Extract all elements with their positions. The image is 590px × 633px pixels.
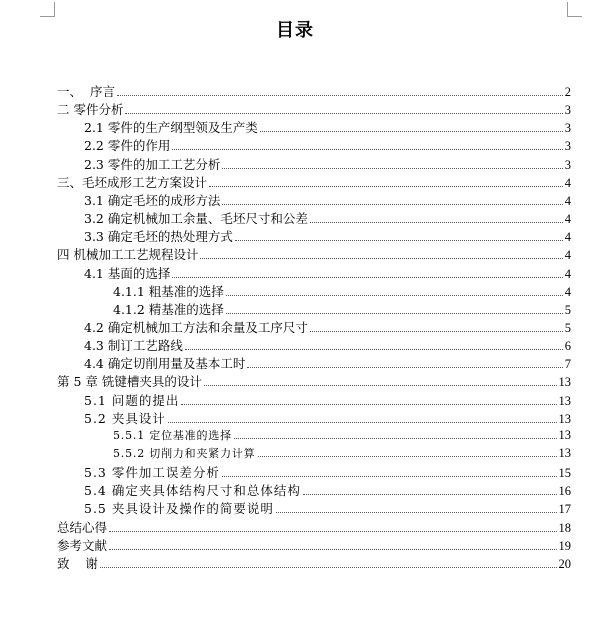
toc-leader-dots [310,211,563,223]
toc-entry[interactable] [113,300,571,317]
toc-entry-page-number: 17 [558,502,571,517]
toc-leader-dots [181,393,556,405]
toc-entry[interactable] [113,445,571,462]
toc-leader-dots [172,266,562,278]
toc-leader-dots [310,320,563,332]
toc-leader-dots [226,284,563,296]
toc-entry-page-number: 6 [564,339,571,354]
toc-entry-label: 一、 序言 [57,84,115,99]
toc-entry[interactable] [84,118,571,135]
toc-entry-label: 第 5 章 铣键槽夹具的设计 [57,374,202,390]
toc-entry-page-number: 3 [564,121,571,136]
toc-entry[interactable] [84,264,571,281]
toc-entry-page-number: 16 [558,484,571,499]
toc-entry-page-number: 4 [564,175,571,190]
toc-entry-page-number: 20 [558,556,571,571]
toc-leader-dots [276,501,557,513]
toc-entry-label: 5.4 确定夹具体结构尺寸和总体结构 [84,483,301,499]
toc-entry-page-number: 5 [564,302,571,317]
toc-entry-page-number: 13 [558,427,571,442]
toc-entry[interactable] [57,536,571,553]
toc-entry-label: 2.1 零件的生产纲型领及生产类 [84,120,258,136]
toc-entry[interactable] [84,463,571,480]
toc-entry-page-number: 3 [564,103,571,118]
toc-entry[interactable] [84,499,571,516]
toc-leader-dots [234,427,557,439]
toc-entry-label: 致 谢 [57,555,98,571]
toc-leader-dots [100,556,557,568]
toc-entry[interactable] [84,209,571,226]
toc-entry-label: 2.3 零件的加工工艺分析 [84,156,221,172]
toc-leader-dots [247,356,562,368]
toc-entry[interactable] [84,318,571,335]
toc-entry[interactable] [84,136,571,153]
toc-leader-dots [109,520,556,532]
toc-entry-page-number: 18 [558,520,571,535]
toc-leader-dots [204,374,557,386]
toc-leader-dots [125,102,562,114]
toc-entry-label: 3.1 确定毛坯的成形方法 [84,192,221,208]
toc-entry-page-number: 13 [558,411,571,426]
toc-entry[interactable] [57,518,571,535]
toc-leader-dots [222,157,562,169]
toc-leader-dots [226,302,563,314]
toc-entry-page-number: 4 [564,248,571,263]
toc-leader-dots [258,445,557,457]
toc-entry-label: 四 机械加工工艺规程设计 [57,247,199,263]
toc-entry[interactable] [113,282,571,299]
toc-entry[interactable] [57,554,571,571]
toc-leader-dots [209,175,563,187]
toc-entry-page-number: 5 [564,320,571,335]
toc-entry-page-number: 15 [558,466,571,481]
toc-leader-dots [222,193,562,205]
toc-entry-label: 二 零件分析 [57,102,124,118]
toc-entry[interactable] [57,372,571,389]
toc-entry-label: 5.5 夹具设计及操作的简要说明 [84,501,274,517]
toc-entry-page-number: 13 [558,375,571,390]
toc-entry-page-number: 4 [564,230,571,245]
toc-leader-dots [185,338,563,350]
toc-entry-label: 4.1.1 粗基准的选择 [113,283,224,299]
toc-entry-page-number: 19 [558,538,571,553]
toc-entry-page-number: 4 [564,284,571,299]
toc-entry-label: 4.1 基面的选择 [84,265,171,281]
toc-entry-page-number: 4 [564,193,571,208]
toc-entry-label: 3.3 确定毛坯的热处理方式 [84,229,233,245]
toc-leader-dots [200,247,562,259]
toc-entry-label: 4.1.2 精基准的选择 [113,301,224,317]
toc-entry-label: 4.3 制订工艺路线 [84,338,183,354]
toc-entry[interactable] [57,173,571,190]
toc-entry[interactable] [57,245,571,262]
toc-entry-label: 3.2 确定机械加工余量、毛坯尺寸和公差 [84,211,308,227]
toc-entry[interactable] [84,391,571,408]
toc-entry-label: 总结心得 [57,519,108,535]
toc-entry[interactable] [84,336,571,353]
toc-leader-dots [168,411,557,423]
margin-corner-mark-right [567,2,582,17]
toc-entry[interactable] [113,427,571,444]
toc-entry-label: 参考文献 [57,537,108,553]
toc-entry[interactable] [57,82,571,99]
toc-entry[interactable] [84,409,571,426]
toc-leader-dots [260,120,563,132]
toc-entry-label: 5.3 零件加工误差分析 [84,465,220,481]
toc-entry-label: 5.2 夹具设计 [84,410,166,426]
toc-entry-page-number: 3 [564,157,571,172]
toc-leader-dots [222,465,557,477]
toc-entry-label: 4.4 确定切削用量及基本工时 [84,356,246,372]
toc-leader-dots [117,84,563,96]
toc-entry[interactable] [84,155,571,172]
margin-corner-mark-left [40,2,55,17]
toc-entry-label: 三、毛坯成形工艺方案设计 [57,174,208,190]
toc-entry-page-number: 7 [564,357,571,372]
toc-entry[interactable] [84,227,571,244]
toc-entry-label: 5.1 问题的提出 [84,392,180,408]
toc-entry[interactable] [84,354,571,371]
toc-entry-label: 4.2 确定机械加工方法和余量及工序尺寸 [84,319,308,335]
toc-entry-page-number: 4 [564,266,571,281]
toc-entry-page-number: 13 [558,393,571,408]
toc-entry[interactable] [84,481,571,498]
toc-entry-label: 5.5.1 定位基准的选择 [113,428,232,442]
toc-entry-page-number: 3 [564,139,571,154]
toc-entry-label: 5.5.2 切削力和夹紧力计算 [113,447,256,460]
toc-leader-dots [303,483,557,495]
page-title: 目录 [276,20,314,41]
toc-entry[interactable] [84,191,571,208]
toc-leader-dots [172,138,562,150]
toc-entry-page-number: 13 [558,446,571,460]
toc-leader-dots [109,538,556,550]
toc-entry-page-number: 2 [564,85,571,99]
toc-entry[interactable] [57,100,571,117]
toc-leader-dots [235,229,563,241]
toc-entry-page-number: 4 [564,212,571,227]
toc-entry-label: 2.2 零件的作用 [84,138,171,154]
